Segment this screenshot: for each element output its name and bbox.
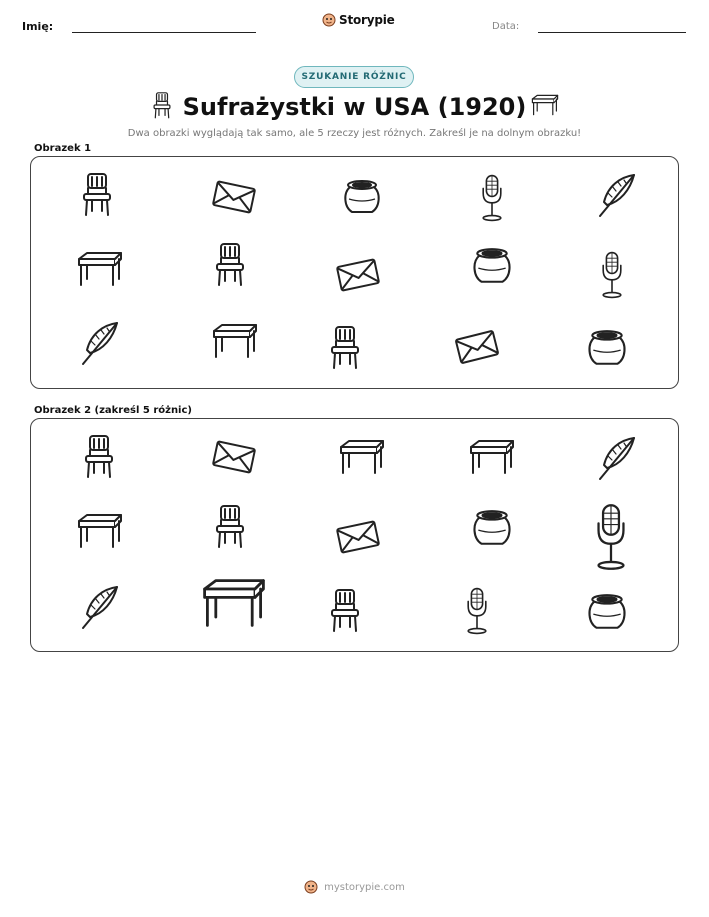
envelope-icon[interactable] (455, 329, 499, 365)
date-label: Data: (492, 21, 520, 32)
brand-name: Storypie (339, 13, 395, 27)
page-title: Sufrażystki w USA (1920) (182, 93, 527, 121)
name-line[interactable] (72, 32, 256, 33)
footer (0, 880, 709, 894)
activity-badge: SZUKANIE RÓŻNIC (294, 66, 414, 88)
title-table-icon (530, 94, 560, 116)
pot-icon[interactable] (586, 327, 628, 369)
table-icon[interactable] (199, 577, 269, 629)
feather-icon[interactable] (77, 584, 121, 632)
table-icon[interactable] (467, 439, 517, 475)
table-icon[interactable] (210, 323, 260, 359)
microphone-icon[interactable] (465, 587, 489, 635)
pot-icon[interactable] (342, 177, 382, 217)
chair-icon[interactable] (214, 503, 246, 549)
chair-icon[interactable] (329, 324, 361, 370)
envelope-icon[interactable] (336, 257, 380, 293)
feather-icon[interactable] (594, 435, 638, 483)
chair-icon[interactable] (83, 433, 115, 479)
feather-icon[interactable] (594, 172, 638, 220)
date-line[interactable] (538, 32, 686, 33)
microphone-icon[interactable] (480, 174, 504, 222)
storypie-mascot-icon (304, 880, 318, 894)
footer-url[interactable]: mystorypie.com (324, 881, 405, 893)
picture2-panel (30, 418, 679, 652)
table-icon[interactable] (75, 513, 125, 549)
envelope-icon[interactable] (212, 439, 256, 475)
name-label: Imię: (22, 20, 54, 33)
picture1-panel (30, 156, 679, 389)
envelope-icon[interactable] (336, 519, 380, 555)
table-icon[interactable] (337, 439, 387, 475)
picture2-label: Obrazek 2 (zakreśl 5 różnic) (34, 405, 192, 416)
envelope-icon[interactable] (212, 179, 256, 215)
microphone-icon[interactable] (594, 503, 628, 571)
microphone-icon[interactable] (600, 251, 624, 299)
table-icon[interactable] (75, 251, 125, 287)
pot-icon[interactable] (471, 245, 513, 287)
pot-icon[interactable] (471, 507, 513, 549)
instructions: Dwa obrazki wyglądają tak samo, ale 5 rzeczy jest różnych. Zakreśl je na dolnym obrazku! (127, 128, 582, 139)
feather-icon[interactable] (77, 320, 121, 368)
brand-logo (322, 13, 395, 27)
picture1-label: Obrazek 1 (34, 143, 92, 154)
pot-icon[interactable] (586, 591, 628, 633)
storypie-mascot-icon (322, 13, 336, 27)
chair-icon[interactable] (329, 587, 361, 633)
chair-icon[interactable] (81, 171, 113, 217)
chair-icon[interactable] (214, 241, 246, 287)
